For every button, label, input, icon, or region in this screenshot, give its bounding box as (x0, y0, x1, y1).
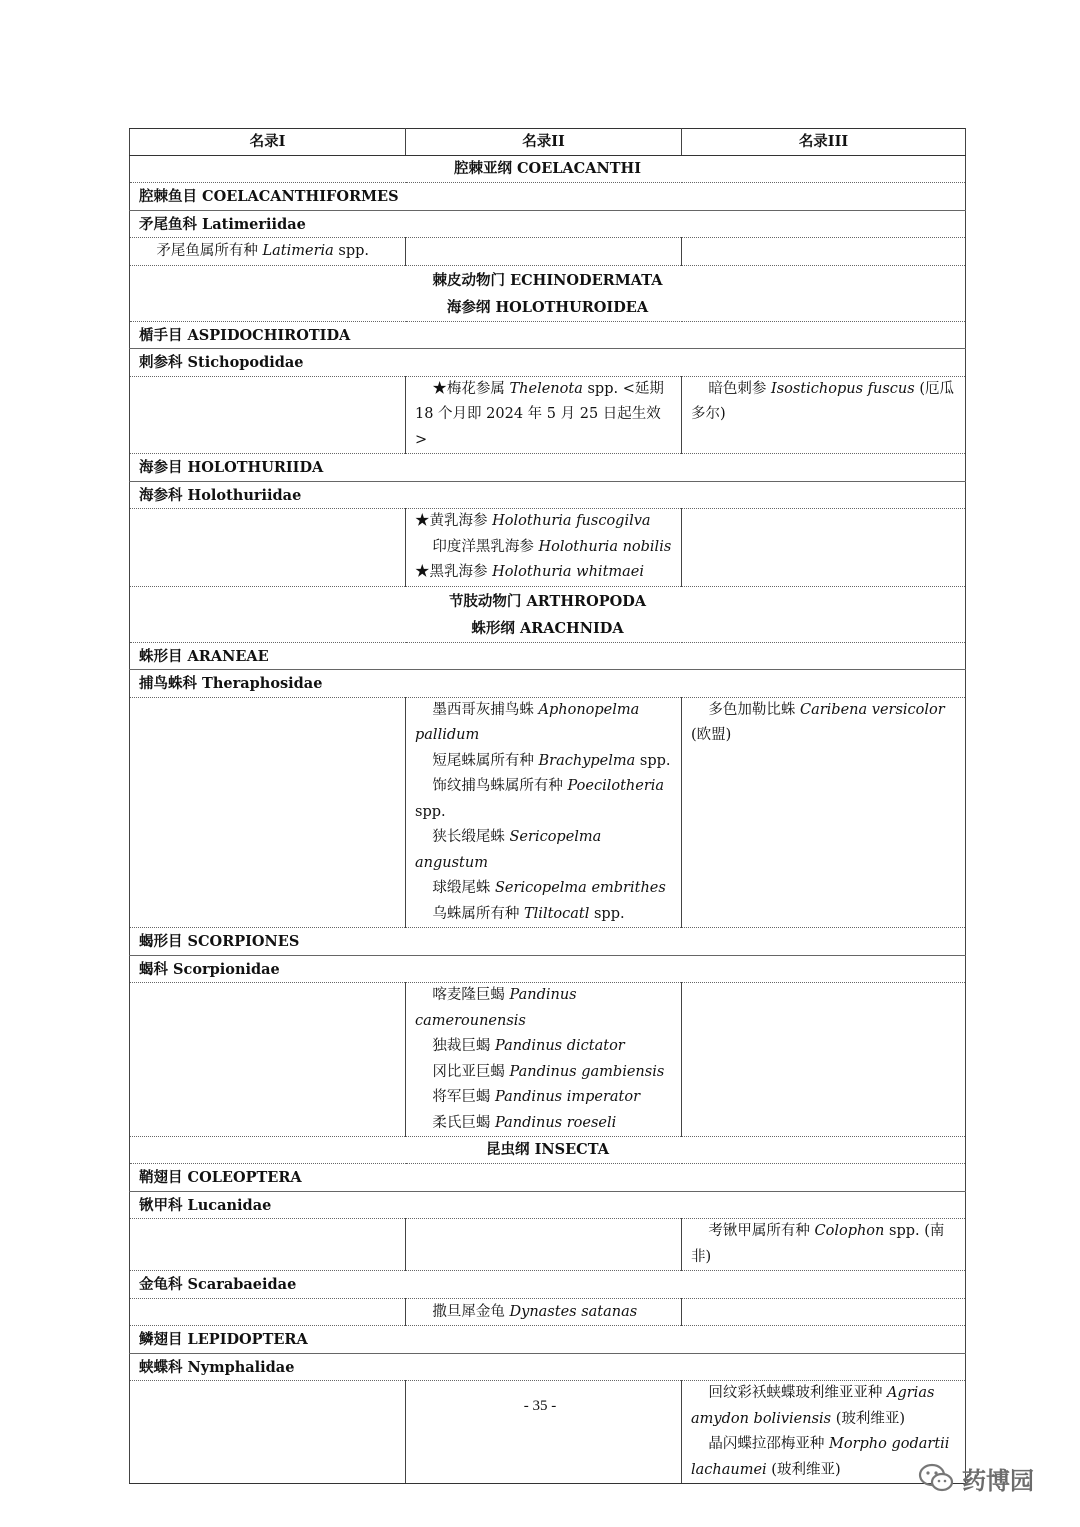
cites-appendix-table (129, 128, 966, 1484)
class-coelacanthi: 腔棘亚纲 COELACANTHI (130, 156, 966, 183)
family-row (130, 670, 966, 698)
family-scarabaeidae: 金龟科 Scarabaeidae (130, 1271, 966, 1299)
cell-app3 (682, 1298, 966, 1326)
species-entry: 短尾蛛属所有种 Brachypelma spp. (432, 752, 671, 769)
species-entry: 独裁巨蝎 Pandinus dictator (432, 1038, 625, 1054)
species-entry: 印度洋黑乳海参 Holothuria nobilis (432, 538, 672, 555)
order-row (130, 928, 966, 956)
order-lepidoptera: 鳞翅目 LEPIDOPTERA (130, 1326, 966, 1354)
order-row (130, 642, 966, 670)
species-entry: 饰纹捕鸟蛛属所有种 Poecilotheria spp. (415, 778, 665, 820)
species-entry: 球缎尾蛛 Sericopelma embrithes (432, 880, 666, 896)
species-entry: 乌蛛属所有种 Tliltocatl spp. (432, 905, 625, 922)
class-row (130, 1137, 966, 1164)
cell-app3 (682, 983, 966, 1137)
family-lucanidae: 锹甲科 Lucanidae (130, 1191, 966, 1219)
species-entry: 将军巨蝎 Pandinus imperator (432, 1089, 641, 1105)
cell-app1 (130, 376, 406, 454)
class-arachnida: 蛛形纲 ARACHNIDA (471, 619, 624, 637)
order-row (130, 321, 966, 349)
species-entry: 矛尾鱼属所有种 Latimeria spp. (156, 243, 370, 259)
cell-app2 (406, 1381, 682, 1484)
watermark-text: 药博园 (962, 1466, 1034, 1495)
species-entry: 暗色刺参 Isostichopus fuscus (厄瓜多尔) (691, 380, 954, 422)
cell-app2 (406, 238, 682, 266)
species-entry: 回纹彩袄蛱蝶玻利维亚亚种 Agrias amydon boliviensis (玻利维亚) (691, 1385, 935, 1427)
family-row (130, 1353, 966, 1381)
order-araneae: 蛛形目 ARANEAE (130, 642, 966, 670)
header-appendix-3: 名录III (682, 129, 966, 156)
cell-app2 (406, 1219, 682, 1271)
species-entry: ★梅花参属 Thelenota spp. <延期 18 个月即 2024 年 5 月 25 日起生效> (415, 380, 664, 448)
cell-app3 (682, 697, 966, 928)
table-header-row (130, 129, 966, 156)
cell-app3 (682, 1219, 966, 1271)
family-row (130, 1271, 966, 1299)
species-row (130, 238, 966, 266)
family-scorpionidae: 蝎科 Scorpionidae (130, 955, 966, 983)
species-entry: 多色加勒比蛛 Caribena versicolor (欧盟) (691, 701, 945, 743)
cell-app2 (406, 509, 682, 587)
class-row (130, 156, 966, 183)
phylum-echinodermata: 棘皮动物门 ECHINODERMATA (432, 271, 663, 289)
order-row (130, 1326, 966, 1354)
cell-app1 (130, 1381, 406, 1484)
cell-app1 (130, 1219, 406, 1271)
watermark (918, 1460, 1034, 1496)
family-row (130, 481, 966, 509)
species-row (130, 697, 966, 928)
class-insecta: 昆虫纲 INSECTA (130, 1137, 966, 1164)
order-coelacanthiformes: 腔棘鱼目 COELACANTHIFORMES (130, 183, 966, 211)
cell-app1 (130, 983, 406, 1137)
species-entry: 柔氏巨蝎 Pandinus roeseli (432, 1114, 617, 1131)
cell-app2 (406, 983, 682, 1137)
family-row (130, 1191, 966, 1219)
family-holothuriidae: 海参科 Holothuriidae (130, 481, 966, 509)
wechat-icon (918, 1463, 954, 1493)
species-row (130, 1381, 966, 1484)
family-stichopodidae: 刺参科 Stichopodidae (130, 349, 966, 377)
species-row (130, 376, 966, 454)
species-entry: 狭长缎尾蛛 Sericopelma angustum (415, 829, 602, 871)
species-entry: 考锹甲属所有种 Colophon spp. (南非) (691, 1223, 945, 1265)
species-entry: ★黑乳海参 Holothuria whitmaei (415, 564, 645, 580)
family-row (130, 955, 966, 983)
cell-app3 (682, 376, 966, 454)
cell-app1 (130, 509, 406, 587)
family-row (130, 210, 966, 238)
order-row (130, 1164, 966, 1192)
cell-app2 (406, 697, 682, 928)
cell-app1 (130, 697, 406, 928)
cell-app1 (130, 1298, 406, 1326)
cell-app3 (682, 509, 966, 587)
order-row (130, 183, 966, 211)
phylum-arthropoda: 节肢动物门 ARTHROPODA (448, 592, 647, 610)
species-entry: ★黄乳海参 Holothuria fuscogilva (415, 513, 651, 529)
order-row (130, 454, 966, 482)
cell-app3 (682, 238, 966, 266)
class-holothuroidea: 海参纲 HOLOTHUROIDEA (446, 298, 649, 316)
page-number: - 35 - (523, 1398, 557, 1414)
family-row (130, 349, 966, 377)
species-entry: 撒旦犀金龟 Dynastes satanas (432, 1303, 638, 1320)
species-entry: 冈比亚巨蝎 Pandinus gambiensis (432, 1063, 665, 1080)
phylum-class-row (130, 586, 966, 642)
species-entry: 喀麦隆巨蝎 Pandinus camerounensis (415, 987, 577, 1029)
order-holothuriida: 海参目 HOLOTHURIIDA (130, 454, 966, 482)
species-entry: 晶闪蝶拉邵梅亚种 Morpho godartii lachaumei (玻利维亚) (691, 1436, 950, 1478)
order-aspidochirotida: 楯手目 ASPIDOCHIROTIDA (130, 321, 966, 349)
family-theraphosidae: 捕鸟蛛科 Theraphosidae (130, 670, 966, 698)
header-appendix-2: 名录II (406, 129, 682, 156)
species-entry: 墨西哥灰捕鸟蛛 Aphonopelma pallidum (415, 701, 640, 743)
species-row (130, 1298, 966, 1326)
order-coleoptera: 鞘翅目 COLEOPTERA (130, 1164, 966, 1192)
cell-app1 (130, 238, 406, 266)
cell-app2 (406, 1298, 682, 1326)
phylum-class-row (130, 265, 966, 321)
species-row (130, 509, 966, 587)
cell-app2 (406, 376, 682, 454)
family-nymphalidae: 蛱蝶科 Nymphalidae (130, 1353, 966, 1381)
order-scorpiones: 蝎形目 SCORPIONES (130, 928, 966, 956)
family-latimeriidae: 矛尾鱼科 Latimeriidae (130, 210, 966, 238)
header-appendix-1: 名录I (130, 129, 406, 156)
species-row (130, 1219, 966, 1271)
species-row (130, 983, 966, 1137)
